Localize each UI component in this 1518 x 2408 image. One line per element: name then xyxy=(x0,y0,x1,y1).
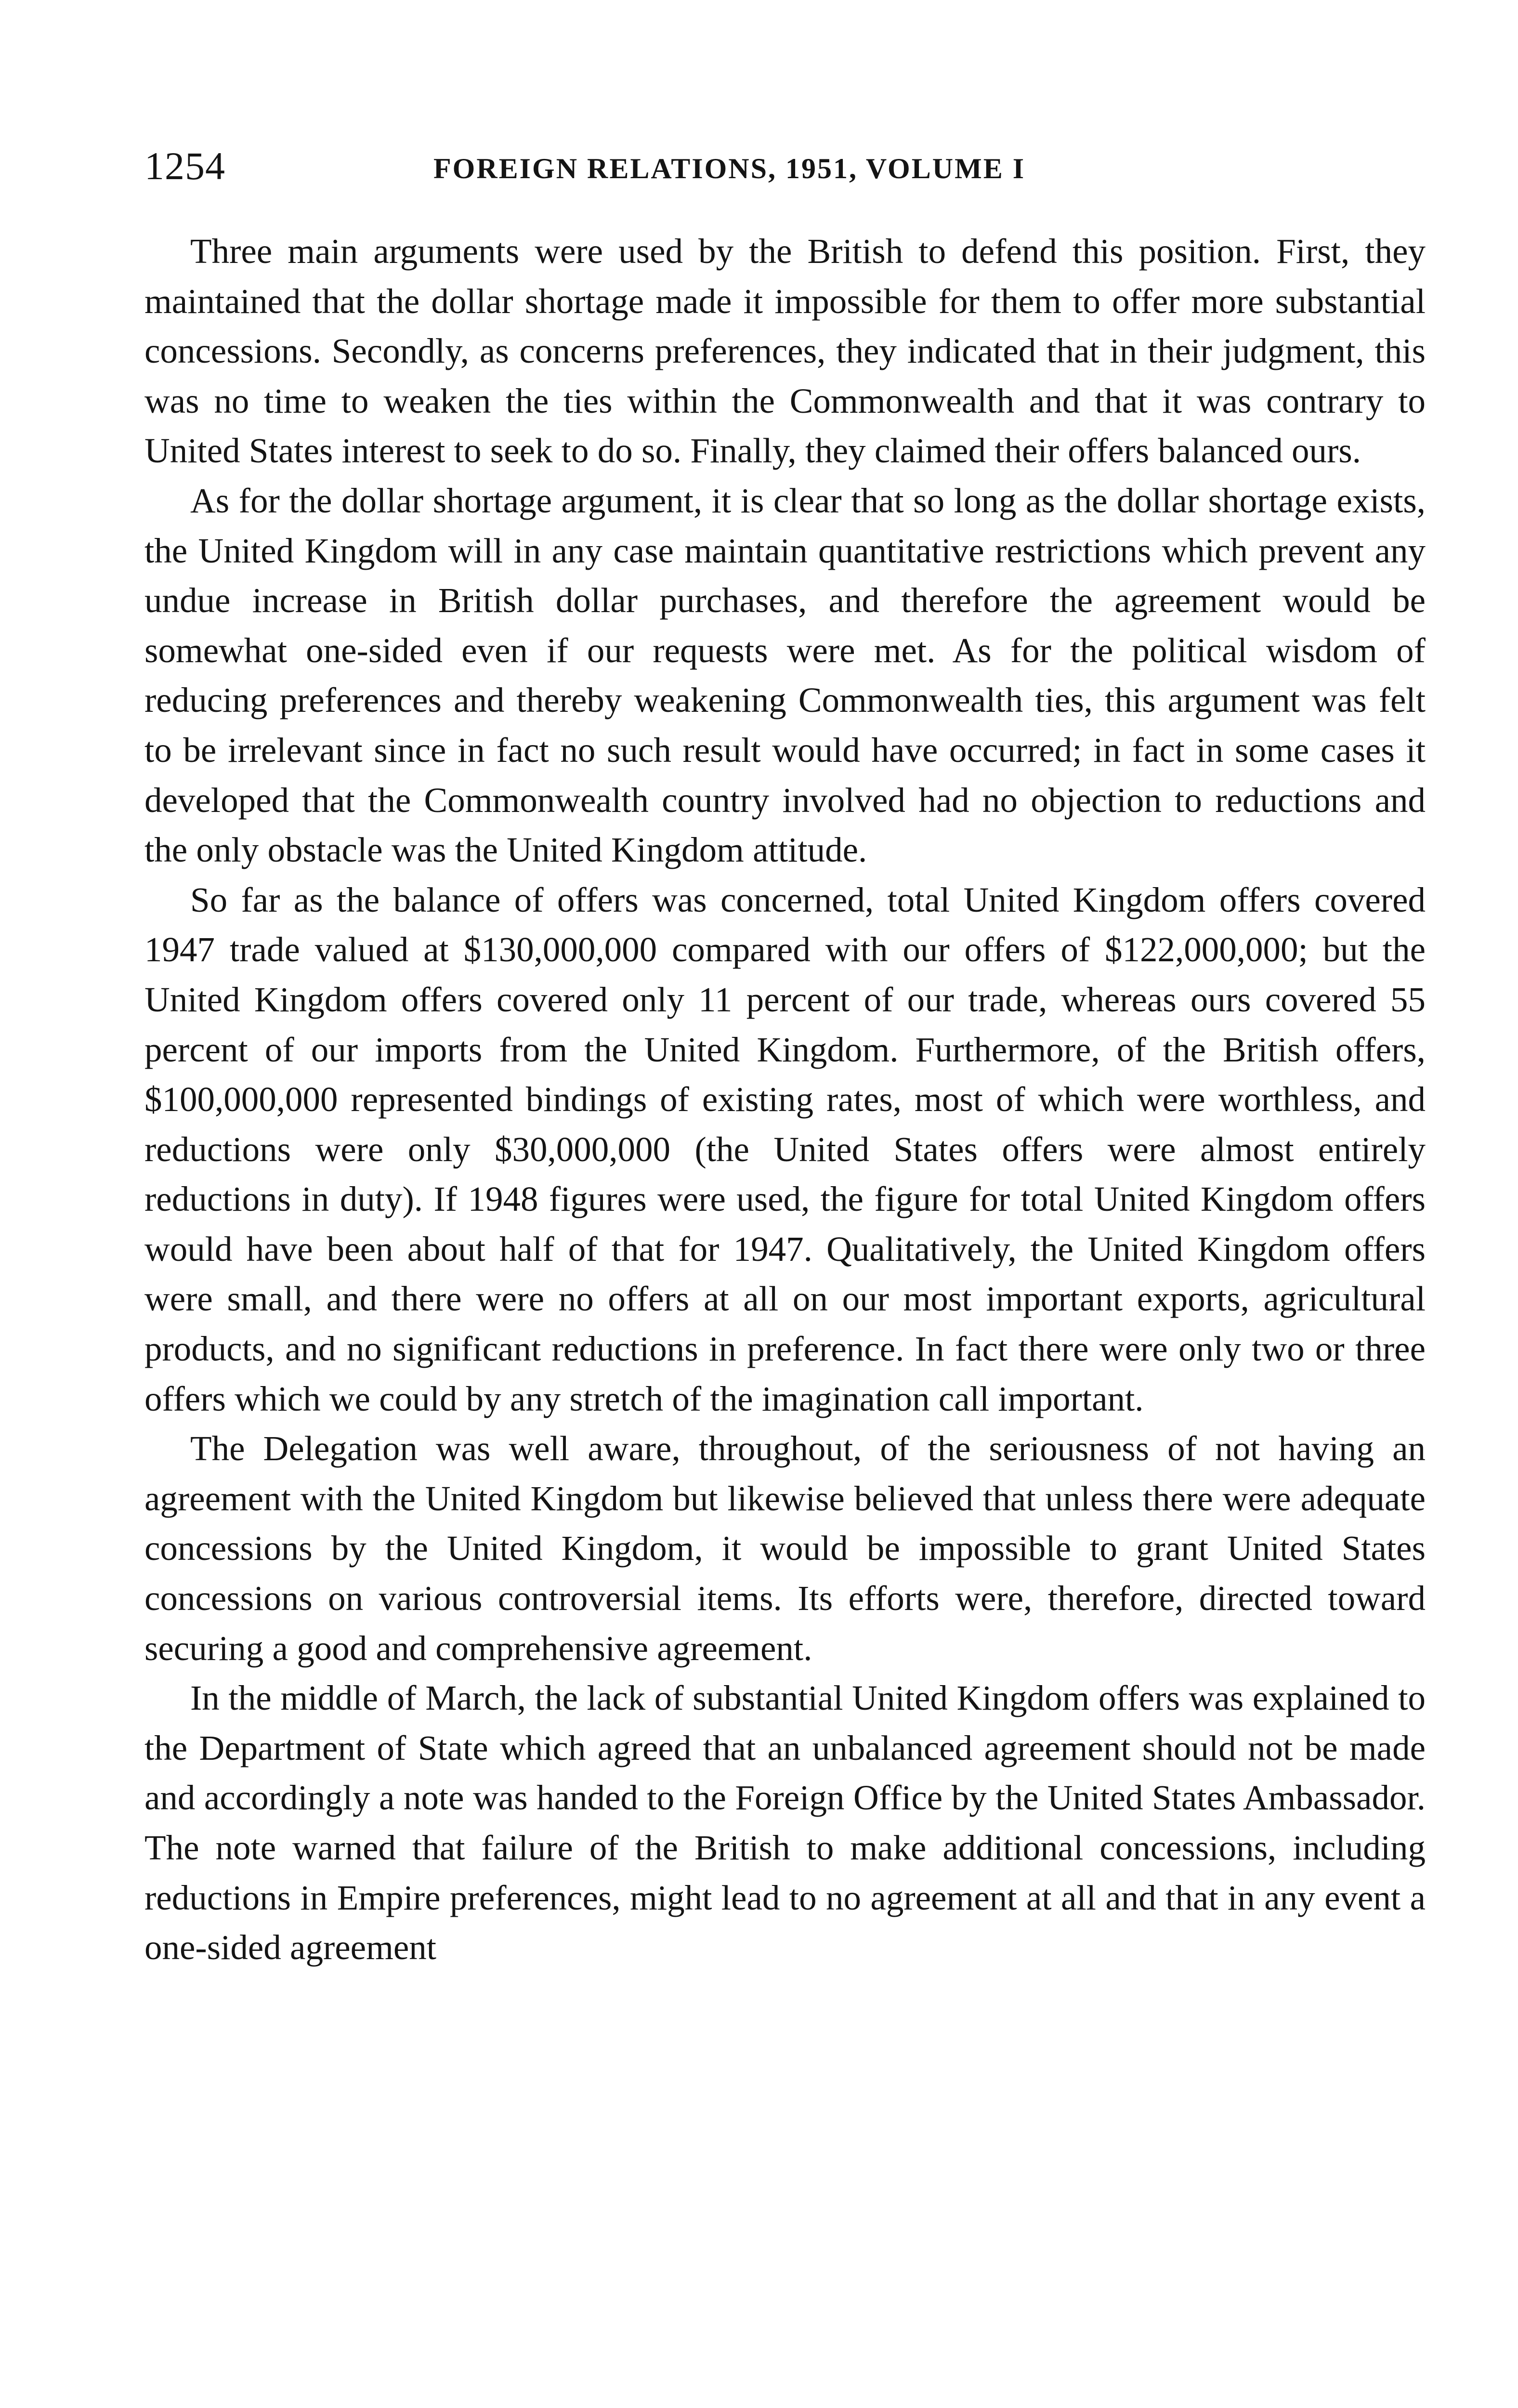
body-text xyxy=(144,226,1426,1973)
paragraph-dollar-shortage: As for the dollar shortage argument, it is clear that so long as the dollar shortage exists, the United Kingdom will in any case maintain quantitative restrictions which prevent any undue increase in British dollar purchases, and therefore the agreement would be somewhat one-sided even if our requests were met. As for the political wisdom of reducing preferences and thereby weakening Commonwealth ties, this argument was felt to be irrelevant since in fact no such result would have occurred; in fact in some cases it developed that the Commonwealth country involved had no objection to reductions and the only obstacle was the United Kingdom attitude. xyxy=(144,481,1426,870)
paragraph-balance-of-offers: So far as the balance of offers was concerned, total United Kingdom offers covered 1947 trade valued at $130,000,000 compared with our offers of $122,000,000; but the United Kingdom offers covered only 11 percent of our trade, whereas ours covered 55 percent of our imports from the United Kingdom. Furthermore, of the British offers, $100,000,000 represented bindings of existing rates, most of which were worthless, and reductions were only $30,000,000 (the United States offers were almost entirely reductions in duty). If 1948 figures were used, the figure for total United Kingdom offers would have been about half of that for 1947. Qualitatively, the United Kingdom offers were small, and there were no offers at all on our most important exports, agricultural products, and no significant reductions in preference. In fact there were only two or three offers which we could by any stretch of the imagination call important. xyxy=(144,880,1426,1418)
page-number: 1254 xyxy=(144,144,225,188)
paragraph-middle-of-march: In the middle of March, the lack of substantial United Kingdom offers was explained to the Department of State which agreed that an unbalanced agreement should not be made and accordingly a note was handed to the Foreign Office by the United States Ambassador. The note warned that failure of the British to make additional concessions, including reductions in Empire preferences, might lead to no agreement at all and that in any event a one-sided agreement xyxy=(144,1678,1426,1967)
paragraph-british-arguments: Three main arguments were used by the British to defend this position. First, they maintained that the dollar shortage made it impossible for them to offer more substantial concessions. Secondly, as concerns preferences, they indicated that in their judgment, this was no time to weaken the ties within the Commonwealth and that it was contrary to United States interest to seek to do so. Finally, they claimed their offers balanced ours. xyxy=(144,232,1426,471)
running-title: FOREIGN RELATIONS, 1951, VOLUME I xyxy=(433,153,1026,184)
running-head xyxy=(144,140,1300,193)
paragraph-delegation: The Delegation was well aware, throughout, of the seriousness of not having an agreement with the United Kingdom but likewise believed that unless there were adequate concessions by the United Kingdom, it would be impossible to grant United States concessions on various controversial items. Its efforts were, therefore, directed toward securing a good and comprehensive agreement. xyxy=(144,1429,1426,1668)
